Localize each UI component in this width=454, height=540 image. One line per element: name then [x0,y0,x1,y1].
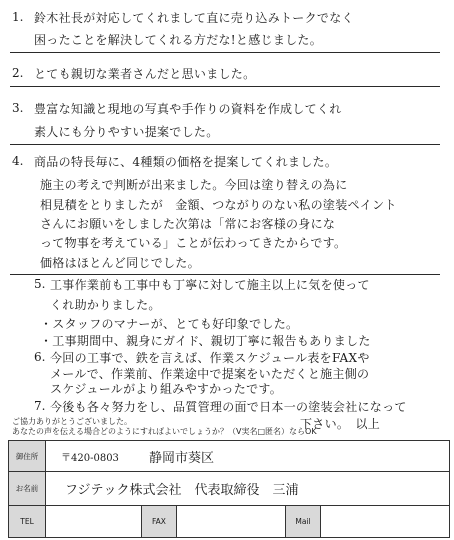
item-number: 3. [12,101,24,115]
mail-label: Mail [285,506,321,537]
handwritten-line: 鈴木社長が対応してくれまして直に売り込みトークでなく [34,11,354,25]
postal-code: 〒420-0803 [61,452,119,464]
address-row [9,441,449,472]
handwritten-line: って物事を考えている」ことが伝わってきたからです。 [40,236,347,250]
contact-row [9,506,449,537]
item-number: 6. [34,350,46,364]
item-number: 7. [34,399,46,413]
ruled-line [10,52,440,53]
fax-label: FAX [141,506,177,537]
handwritten-line: 豊富な知識と現地の写真や手作りの資料を作成してくれ [34,102,342,116]
handwritten-line: 今回の工事で、鉄を言えば、作業スケジュール表をFAXや [50,351,370,365]
handwritten-line: 下さい。 以上 [300,417,381,431]
handwritten-line: 素人にも分りやすい提案でした。 [34,125,219,139]
address-label: 御住所 [9,441,46,471]
name-label: お名前 [9,472,46,505]
item-number: 5. [34,277,46,291]
ruled-line [10,86,440,87]
handwritten-line: スケジュールがより組みやすかったです。 [50,382,283,396]
handwritten-line: ・スタッフのマナーが、とても好印象でした。 [40,317,299,331]
handwritten-line: とても親切な業者さんだと思いました。 [34,67,256,81]
handwritten-line: メールで、作業前、作業途中で提案をいただくと施主側の [50,367,370,381]
name-value: フジテック株式会社 代表取締役 三浦 [65,483,299,498]
item-number: 4. [12,154,24,168]
item-number: 2. [12,66,24,80]
handwritten-line: ・工事期間中、親身にガイド、親切丁寧に報告もありました [40,334,371,348]
consent-note: あなたの声を伝える場合どのようにすればよいでしょうか？（V実名□匿名）ならOK [12,427,317,436]
thanks-note: ご協力ありがとうございました。 [12,417,132,426]
address-value: 静岡市葵区 [149,450,215,466]
handwritten-line: さんにお願いをしました次第は「常にお客様の身にな [40,217,336,231]
handwritten-line: 商品の特長毎に、4種類の価格を提案してくれました。 [34,155,338,169]
handwritten-line: 工事作業前も工事中も丁寧に対して施主以上に気を使って [50,278,370,292]
ruled-line [10,274,440,275]
tel-label: TEL [9,506,46,537]
ruled-line [10,144,440,145]
contact-form [8,440,450,538]
item-number: 1. [12,10,24,24]
handwritten-line: くれ助かりました。 [50,298,161,312]
handwritten-line: 今後も各々努力をし、品質管理の面で日本一の塗装会社になって [50,400,407,414]
handwritten-line: 施主の考えで判断が出来ました。今回は塗り替えの為に [40,178,348,192]
handwritten-line: 困ったことを解決してくれる方だな!と感じました。 [34,33,323,47]
name-row [9,472,449,506]
handwritten-line: 価格はほとんど同じでした。 [40,256,200,270]
handwritten-line: 相見積をとりましたが 金額、つながりのない私の塗装ペイント [40,198,397,212]
